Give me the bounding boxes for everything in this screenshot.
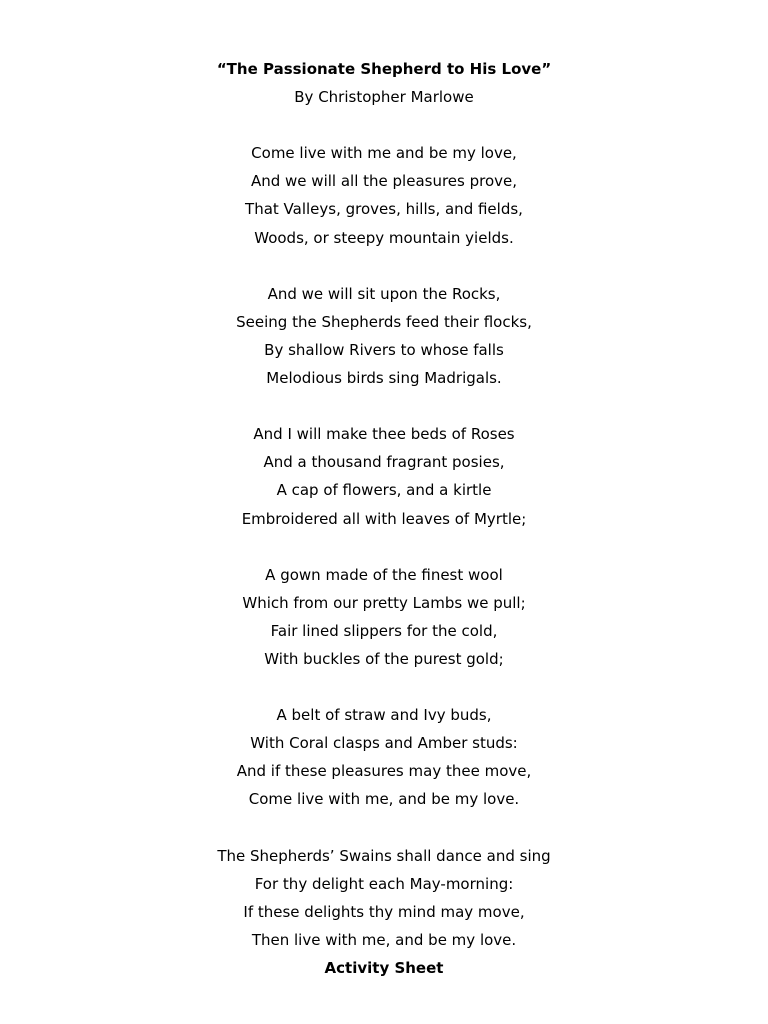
poem-line: If these delights thy mind may move, (243, 902, 525, 921)
poem-line: Melodious birds sing Madrigals. (266, 369, 502, 388)
poem-line: Embroidered all with leaves of Myrtle; (241, 509, 527, 528)
stanza-gap (0, 533, 768, 561)
poem-line: And we will sit upon the Rocks, (267, 284, 501, 303)
poem-line: And a thousand fragrant posies, (263, 453, 505, 472)
poem-line: Fair lined slippers for the cold, (270, 621, 498, 640)
stanza-2 (0, 280, 768, 392)
stanza-gap (0, 814, 768, 842)
poem-line: And I will make thee beds of Roses (253, 425, 515, 444)
activity-sheet-heading: Activity Sheet (324, 959, 444, 977)
poem-line: By shallow Rivers to whose falls (264, 340, 504, 359)
document-page (0, 55, 768, 982)
poem-line: And if these pleasures may thee move, (236, 762, 532, 781)
poem-line: With buckles of the purest gold; (264, 649, 504, 668)
poem-line: Which from our pretty Lambs we pull; (242, 593, 526, 612)
poem-line: A cap of flowers, and a kirtle (276, 481, 492, 500)
poem-line: With Coral clasps and Amber studs: (250, 734, 518, 753)
poem-byline: By Christopher Marlowe (294, 88, 474, 107)
poem-line: Then live with me, and be my love. (251, 930, 517, 949)
stanza-gap (0, 111, 768, 139)
poem-line: The Shepherds’ Swains shall dance and sing (217, 846, 551, 865)
stanza-5 (0, 701, 768, 813)
stanza-gap (0, 673, 768, 701)
poem-line: For thy delight each May-morning: (254, 874, 514, 893)
stanza-3 (0, 420, 768, 532)
stanza-6 (0, 842, 768, 954)
poem-line: Seeing the Shepherds feed their flocks, (236, 312, 532, 331)
poem-line: Come live with me, and be my love. (248, 790, 520, 809)
poem-line: A gown made of the finest wool (265, 565, 503, 584)
stanza-4 (0, 561, 768, 673)
poem-line: A belt of straw and Ivy buds, (276, 706, 492, 725)
poem-line: And we will all the pleasures prove, (250, 172, 518, 191)
poem-line: Woods, or steepy mountain yields. (254, 228, 514, 247)
poem-line: That Valleys, groves, hills, and fields, (245, 200, 523, 219)
stanza-1 (0, 139, 768, 251)
stanza-gap (0, 252, 768, 280)
poem-line: Come live with me and be my love, (251, 144, 517, 163)
stanza-gap (0, 392, 768, 420)
poem-title: “The Passionate Shepherd to His Love” (216, 60, 552, 78)
